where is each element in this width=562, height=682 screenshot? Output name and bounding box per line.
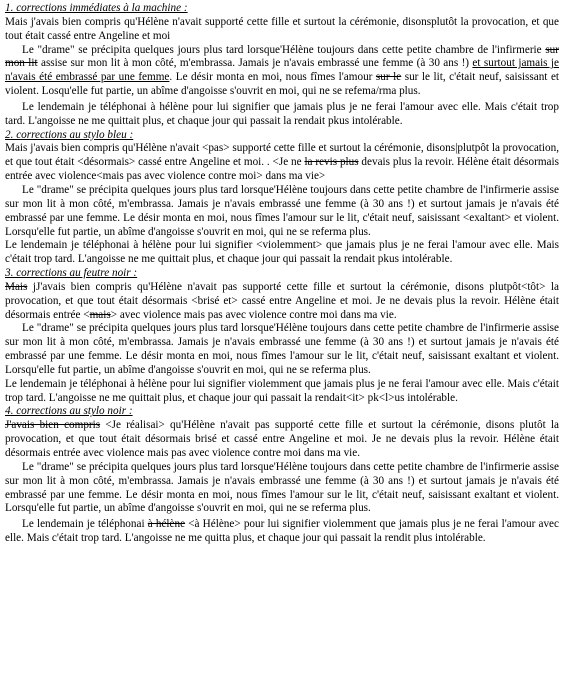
text-run: jJ'avais bien compris qu'Hélène n'avait pas supporté cette fille et surtout la cérémonie, disons plutpôt<tôt> la provocation, et que tout était désormais <brisé et> cassé entre Angeline et moi. Je ne devais plus la revoir. Hélène était désormais entrée < — [5, 280, 559, 321]
text-run: assise sur mon lit à mon côté, m'embrassa. Jamais je n'avais embrassé une femme (à 30 ans !) — [37, 57, 473, 70]
paragraph — [5, 142, 559, 184]
paragraph — [5, 322, 559, 377]
text-run: Mais j'avais bien compris qu'Hélène n'avait <pas> supporté cette fille et surtout la cérémonie, disons|plutpôt la provocation, et que tout était <désormais> cassé entre Angeline et moi. . <Je ne — [5, 142, 559, 169]
paragraph — [5, 101, 559, 129]
paragraph — [5, 419, 559, 461]
text-run: . Le désir monta en moi, nous fîmes l'amour — [169, 71, 376, 84]
text-run: Le "drame" se précipita quelques jours plus tard lorsque'Hélène toujours dans cette petite chambre de l'infirmerie assise sur mon lit à mon côté, m'embrassa. Jamais je n'avais embrassé une femme (à 30 ans !) et surtout jamais je n'avais été embrassé par une femme. Le désir monta en moi, nous fîmes l'amour sur le lit, c'était neuf, saisissant <exaltant> et violent. Lorsqu'elle fut partie, un abîme d'angoisse s'ouvrit en moi, qui ne se referma plus. — [5, 183, 559, 238]
text-run: sur le lit, c'était neuf, saisissant et violent. Losqu'elle fut partie, un abîme d'angoisse s'ouvrit en moi, qui ne se refema/rma plus. — [5, 71, 560, 98]
struck-text: la revis plus — [304, 156, 359, 169]
text-run: Le "drame" se précipita quelques jours plus tard lorsque'Hélène toujours dans cette petite chambre de l'infirmerie — [22, 43, 546, 56]
text-run: Le lendemain je téléphonai à hélène pour lui signifier <violemment> que jamais plus je ne ferai l'amour avec elle. Mais c'était trop tard. L'angoisse ne me quittait plus, et chaque jour qui passait la rendait pkus intolérable. — [5, 239, 559, 266]
text-run: > avec violence mais pas avec violence contre moi dans ma vie. — [110, 308, 397, 321]
paragraph — [5, 16, 559, 44]
section-heading: 3. corrections au feutre noir : — [5, 267, 138, 280]
paragraph — [5, 518, 559, 546]
paragraph — [5, 184, 559, 239]
text-run: Le lendemain je téléphonai à hélène pour lui signifier violemment que jamais plus je ne ferai l'amour avec elle. Mais c'était trop tard. L'angoisse ne me quittait plus, et chaque jour qui passait la rendait<it> pk<l>us intolérable. — [5, 377, 559, 404]
text-run: <à Hélène> pour lui signifier violemment que jamais plus je ne ferai l'amour avec elle. Mais c'était trop tard. L'angoisse ne me quitta plus, et chaque jour qui passait la rendit plus intolérable. — [5, 518, 559, 545]
text-run: Le "drame" se précipita quelques jours plus tard lorsque'Hélène toujours dans cette petite chambre de l'infirmerie assise sur mon lit à mon côté, m'embrassa. Jamais je n'avais embrassé une femme (à 30 ans !) et surtout jamais je n'avais été embrassé par une femme. Le désir monta en moi, nous fîmes l'amour sur le lit, c'était neuf, saisissant exaltant et violent. Lorsqu'elle fut partie, un abîme d'angoisse s'ouvrit en moi, qui ne se referma plus. — [5, 322, 559, 376]
struck-text: sur le — [375, 71, 402, 84]
section-heading: 2. corrections au stylo bleu : — [5, 128, 134, 141]
underlined-text: et surtout jamais je n'avais été embrassé par une femme — [5, 57, 559, 84]
text-run: Le lendemain je téléphonai — [22, 518, 148, 531]
text-run: Mais j'avais bien compris qu'Hélène n'avait supporté cette fille et surtout la cérémonie, disonsplutôt la provocation, et que tout était cassé entre Angeline et moi — [5, 15, 559, 42]
section-heading: 1. corrections immédiates à la machine : — [5, 2, 188, 14]
text-run: Le "drame" se précipita quelques jours plus tard lorsque'Hélène toujours dans cette petite chambre de l'infirmerie assise sur mon lit à mon côté, m'embrassa. Jamais je n'avais embrassé une femme (à 30 ans !) et surtout jamais je n'avais été embrassé par une femme. Le désir monta en moi, nous fîmes l'amour sur le lit, c'était neuf, saisissant exaltant et violent. Lorsqu'elle fut partie, un abîme d'angoisse s'ouvrit en moi, qui ne se referma plus. — [5, 460, 559, 515]
section-heading: 4. corrections au stylo noir : — [5, 405, 133, 418]
paragraph — [5, 281, 559, 323]
struck-text: sur mon lit — [5, 43, 559, 70]
struck-text: J'avais bien compris — [5, 419, 101, 432]
text-run: <Je réalisai> qu'Hélène n'avait pas supporté cette fille et surtout la cérémonie, disons plutôt la provocation, et que tout était désormais brisé et cassé entre Angeline et moi. Je ne devais plus la revoir. Hélène était désormais entrée avec violence mais pas avec violence contre moi dans ma vie. — [5, 419, 559, 459]
paragraph — [5, 378, 559, 406]
struck-text: mais — [89, 308, 111, 321]
text-run: Le lendemain je téléphonai à hélène pour lui signifier que jamais plus je ne ferai l'amour avec elle. Mais c'était trop tard. L'angoisse ne me quittait plus, et chaque jour qui passait la rendait pkus intolérable. — [5, 100, 559, 127]
paragraph — [5, 461, 559, 516]
struck-text: à hélène — [147, 518, 186, 531]
struck-text: Mais — [5, 280, 28, 293]
paragraph — [5, 239, 559, 267]
text-run: devais plus la revoir. Hélène était désormais entrée avec violence<mais pas avec violence contre moi> dans ma vie> — [5, 156, 559, 183]
paragraph — [5, 44, 559, 99]
